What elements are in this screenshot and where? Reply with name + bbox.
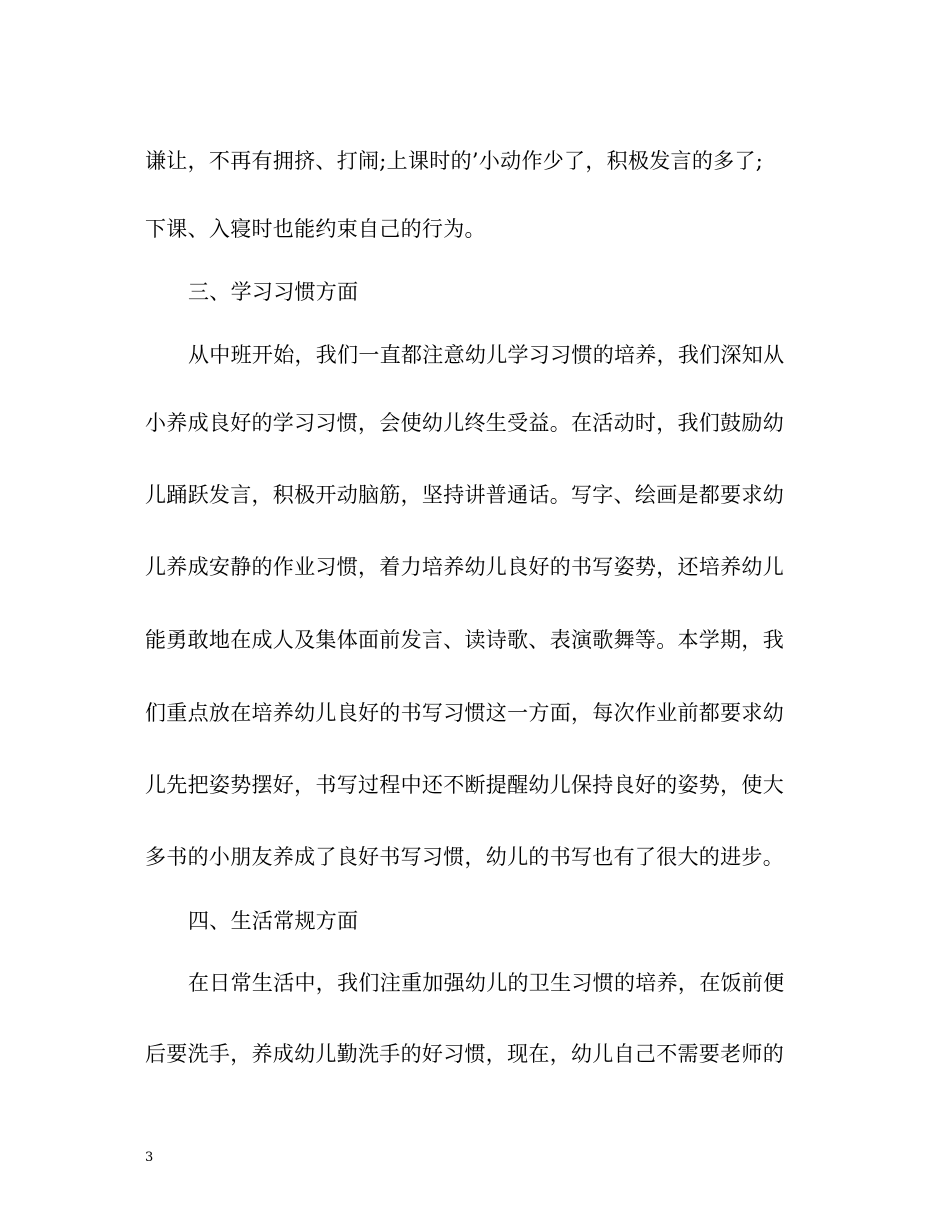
paragraph-line: 小养成良好的学习习惯，会使幼儿终生受益。在活动时，我们鼓励幼 — [145, 411, 784, 435]
section-heading: 四、生活常规方面 — [188, 909, 359, 933]
page-number: 3 — [145, 1150, 154, 1165]
paragraph-line: 儿踊跃发言，积极开动脑筋，坚持讲普通话。写字、绘画是都要求幼 — [145, 483, 784, 507]
paragraph-line: 能勇敢地在成人及集体面前发言、读诗歌、表演歌舞等。本学期，我 — [145, 628, 784, 652]
section-heading: 三、学习习惯方面 — [188, 280, 359, 304]
paragraph-line: 儿先把姿势摆好，书写过程中还不断提醒幼儿保持良好的姿势，使大 — [145, 773, 784, 797]
paragraph-line: 在日常生活中，我们注重加强幼儿的卫生习惯的培养，在饭前便 — [188, 971, 785, 995]
paragraph-line: 从中班开始，我们一直都注意幼儿学习习惯的培养，我们深知从 — [188, 343, 785, 367]
paragraph-line: 下课、入寝时也能约束自己的行为。 — [145, 217, 486, 241]
paragraph-line: 后要洗手，养成幼儿勤洗手的好习惯，现在，幼儿自己不需要老师的 — [145, 1042, 784, 1066]
paragraph-line: 谦让，不再有拥挤、打闹;上课时的’小动作少了，积极发言的多了; — [145, 149, 764, 173]
paragraph-line: 多书的小朋友养成了良好书写习惯，幼儿的书写也有了很大的进步。 — [145, 845, 784, 869]
paragraph-line: 们重点放在培养幼儿良好的书写习惯这一方面，每次作业前都要求幼 — [145, 701, 784, 725]
paragraph-line: 儿养成安静的作业习惯，着力培养幼儿良好的书写姿势，还培养幼儿 — [145, 555, 784, 579]
